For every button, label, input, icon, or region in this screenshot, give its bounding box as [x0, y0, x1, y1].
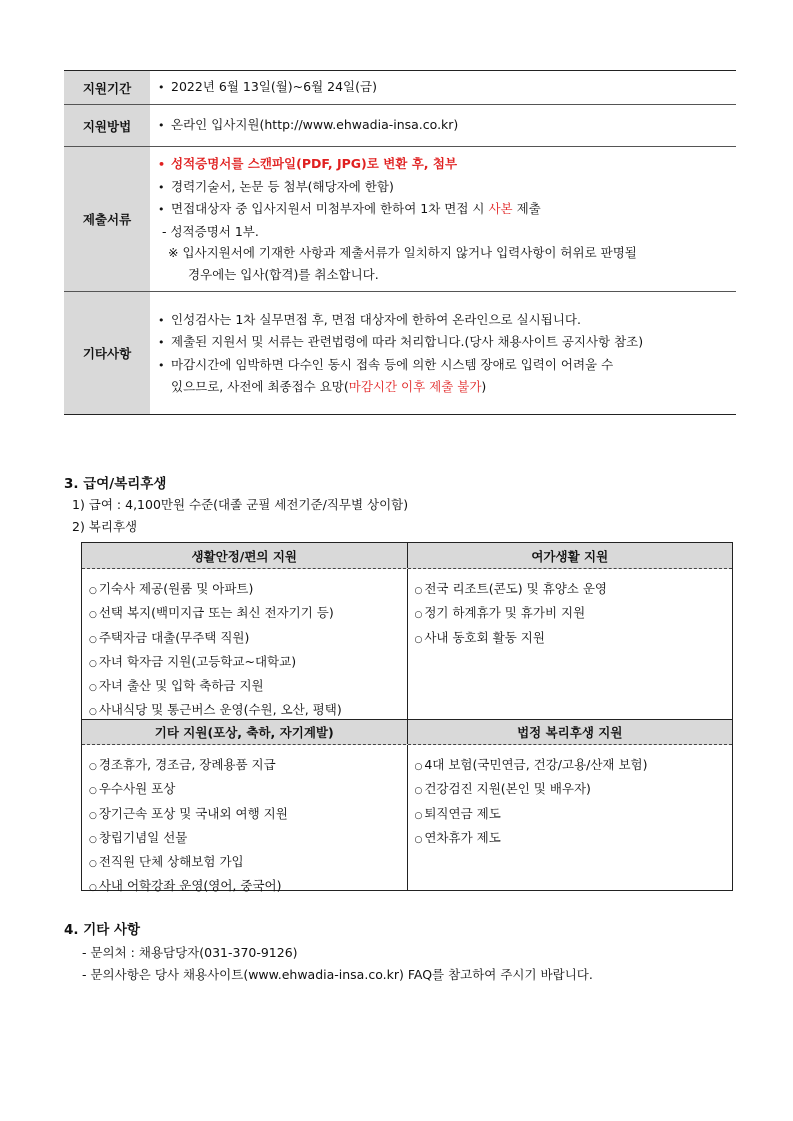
header-other: 기타 지원(포상, 축하, 자기계발) — [154, 725, 334, 740]
etc-line-2: • 제출된 지원서 및 서류는 관련법령에 따라 처리합니다.(당사 채용사이트 공지사항 참조) — [158, 331, 728, 354]
etc-line-4-a: 있으므로, 사전에 최종접수 요망( — [171, 379, 349, 394]
list-item: ○ 선택 복지(백미지급 또는 최신 전자기기 등) — [89, 602, 400, 626]
list-item: ○ 사내 어학강좌 운영(영어, 중국어) — [89, 875, 400, 899]
list-item: ○ 4대 보험(국민연금, 건강/고용/산재 보험) — [415, 754, 726, 778]
list-item: ○ 경조휴가, 경조금, 장례용품 지급 — [89, 754, 400, 778]
list-item: ○ 건강검진 지원(본인 및 배우자) — [415, 778, 726, 802]
docs-line-1: • 성적증명서를 스캔파일(PDF, JPG)로 변환 후, 첨부 — [158, 153, 728, 176]
list-item: ○ 기숙사 제공(원룸 및 아파트) — [89, 578, 400, 602]
welfare-subtitle: 2) 복리후생 — [72, 519, 138, 534]
list-item: ○ 창립기념일 선물 — [89, 827, 400, 851]
list-item: ○ 정기 하계휴가 및 휴가비 지원 — [415, 602, 726, 626]
docs-line-3-b: 제출 — [512, 201, 541, 216]
faq-line: - 문의사항은 당사 채용사이트(www.ehwadia-insa.co.kr) FAQ를 참고하여 주시기 바랍니다. — [82, 967, 593, 982]
docs-row — [64, 147, 736, 292]
header-leisure: 여가생활 지원 — [407, 543, 733, 568]
salary-text: 1) 급여 : 4,100만원 수준(대졸 군필 세전기준/직무별 상이함) — [72, 497, 409, 512]
etc-line-1: • 인성검사는 1차 실무면접 후, 면접 대상자에 한하여 온라인으로 실시됩니다. — [158, 309, 728, 332]
list-item: ○ 연차휴가 제도 — [415, 827, 726, 851]
docs-line-2: • 경력기술서, 논문 등 첨부(해당자에 한함) — [158, 176, 728, 199]
docs-line-3-a: 면접대상자 중 입사지원서 미첨부자에 한하여 1차 면접 시 — [171, 201, 489, 216]
method-row — [64, 105, 736, 147]
list-item: ○ 장기근속 포상 및 국내외 여행 지원 — [89, 803, 400, 827]
list-item: ○ 우수사원 포상 — [89, 778, 400, 802]
docs-line-3-red: 사본 — [488, 201, 513, 216]
welfare-body-row-2 — [82, 745, 732, 894]
period-label: 지원기간 — [64, 71, 150, 104]
section-4-title: 4. 기타 사항 — [64, 922, 141, 938]
list-item: ○ 주택자금 대출(무주택 직원) — [89, 627, 400, 651]
list-item: ○ 사내 동호회 활동 지원 — [415, 627, 726, 651]
method-label: 지원방법 — [64, 105, 150, 146]
method-text: • 온라인 입사지원(http://www.ehwadia-insa.co.kr) — [158, 114, 728, 137]
etc-line-4 — [158, 376, 728, 398]
contact-line: - 문의처 : 채용담당자(031-370-9126) — [82, 945, 298, 960]
period-text: • 2022년 6월 13일(월)~6월 24일(금) — [158, 76, 728, 99]
docs-line-3 — [158, 198, 728, 221]
list-item: ○ 전직원 단체 상해보험 가입 — [89, 851, 400, 875]
welfare-table — [81, 542, 733, 894]
welfare-body-row-1 — [82, 569, 732, 719]
docs-label: 제출서류 — [64, 147, 150, 291]
etc-line-3: • 마감시간에 임박하면 다수인 동시 접속 등에 의한 시스템 장애로 입력이 어려울 수 — [158, 354, 728, 377]
welfare-header-row-2 — [82, 719, 732, 745]
application-info-table — [64, 70, 736, 415]
list-item: ○ 전국 리조트(콘도) 및 휴양소 운영 — [415, 578, 726, 602]
etc-line-4-red: 마감시간 이후 제출 불가 — [348, 379, 482, 394]
welfare-header-row-1 — [82, 543, 732, 569]
legal-list — [407, 745, 733, 890]
etc-line-4-b: ) — [481, 379, 487, 394]
other-list — [82, 745, 407, 894]
docs-line-4: - 성적증명서 1부. — [162, 223, 259, 239]
period-row — [64, 71, 736, 105]
etc-row — [64, 292, 736, 414]
list-item: ○ 자녀 출산 및 입학 축하금 지원 — [89, 675, 400, 699]
docs-line-6: 경우에는 입사(합격)를 취소합니다. — [188, 266, 379, 282]
living-list — [82, 569, 407, 719]
leisure-list — [407, 569, 733, 719]
header-living: 생활안정/편의 지원 — [191, 548, 298, 564]
etc-label: 기타사항 — [64, 292, 150, 414]
docs-line-5: ※ 입사지원서에 기재한 사항과 제출서류가 일치하지 않거나 입력사항이 허위로 판명될 — [168, 245, 637, 260]
header-legal: 법정 복리후생 지원 — [407, 720, 733, 744]
list-item: ○ 자녀 학자금 지원(고등학교~대학교) — [89, 651, 400, 675]
list-item: ○ 사내식당 및 통근버스 운영(수원, 오산, 평택) — [89, 699, 400, 723]
list-item: ○ 퇴직연금 제도 — [415, 803, 726, 827]
section-3-title: 3. 급여/복리후생 — [64, 476, 167, 492]
